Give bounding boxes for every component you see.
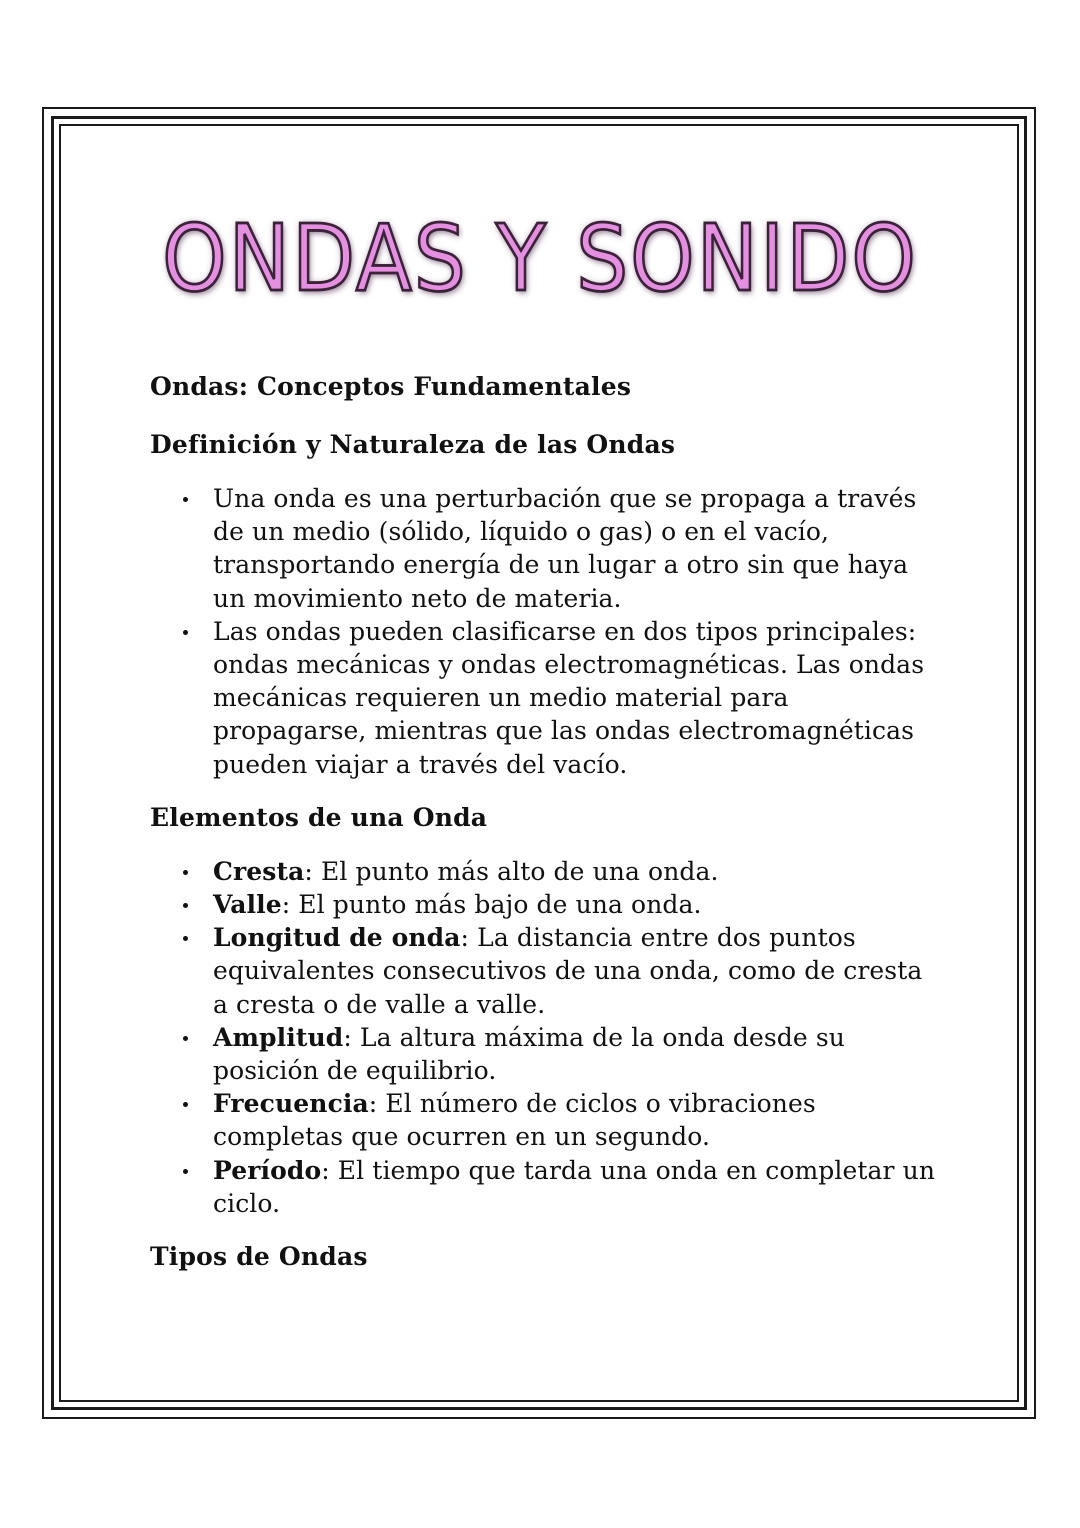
term-description: : El número de ciclos o vibraciones completas que ocurren en un segundo. [213,1089,816,1152]
elements-heading: Elementos de una Onda [150,802,488,832]
list-item [213,1087,940,1153]
term-description: : La distancia entre dos puntos equivalentes consecutivos de una onda, como de cresta a cresta o de valle a valle. [213,923,923,1019]
elements-list [150,855,940,1220]
definition-list [150,482,940,781]
list-item [213,921,940,1021]
term-label: Frecuencia [213,1089,369,1119]
list-item [213,855,940,888]
term-label: Longitud de onda [213,923,461,953]
page-title: ONDAS Y SONIDO [162,206,918,313]
list-item [213,888,940,921]
list-item [213,1154,940,1220]
list-item: Las ondas pueden clasificarse en dos tipos principales: ondas mecánicas y ondas electromagnéticas. Las ondas mecánicas requieren un medio material para propagarse, mientras que las ondas electromagnéticas pueden viajar a través del vacío. [213,615,940,781]
term-label: Cresta [213,856,305,886]
list-item: Una onda es una perturbación que se propaga a través de un medio (sólido, líquido o gas) o en el vacío, transportando energía de un lugar a otro sin que haya un movimiento neto de materia. [213,482,940,615]
term-label: Amplitud [213,1022,344,1052]
term-description: : El punto más bajo de una onda. [281,890,702,920]
definition-heading: Definición y Naturaleza de las Ondas [150,430,676,459]
term-description: : La altura máxima de la onda desde su posición de equilibrio. [213,1022,845,1086]
main-heading: Ondas: Conceptos Fundamentales [150,372,632,401]
term-label: Valle [213,890,282,920]
term-description: : El punto más alto de una onda. [304,856,719,886]
document-body [150,366,940,1278]
list-item [213,1021,940,1087]
types-heading: Tipos de Ondas [150,1242,368,1272]
term-label: Período [213,1155,322,1185]
term-description: : El tiempo que tarda una onda en completar un ciclo. [213,1155,936,1218]
